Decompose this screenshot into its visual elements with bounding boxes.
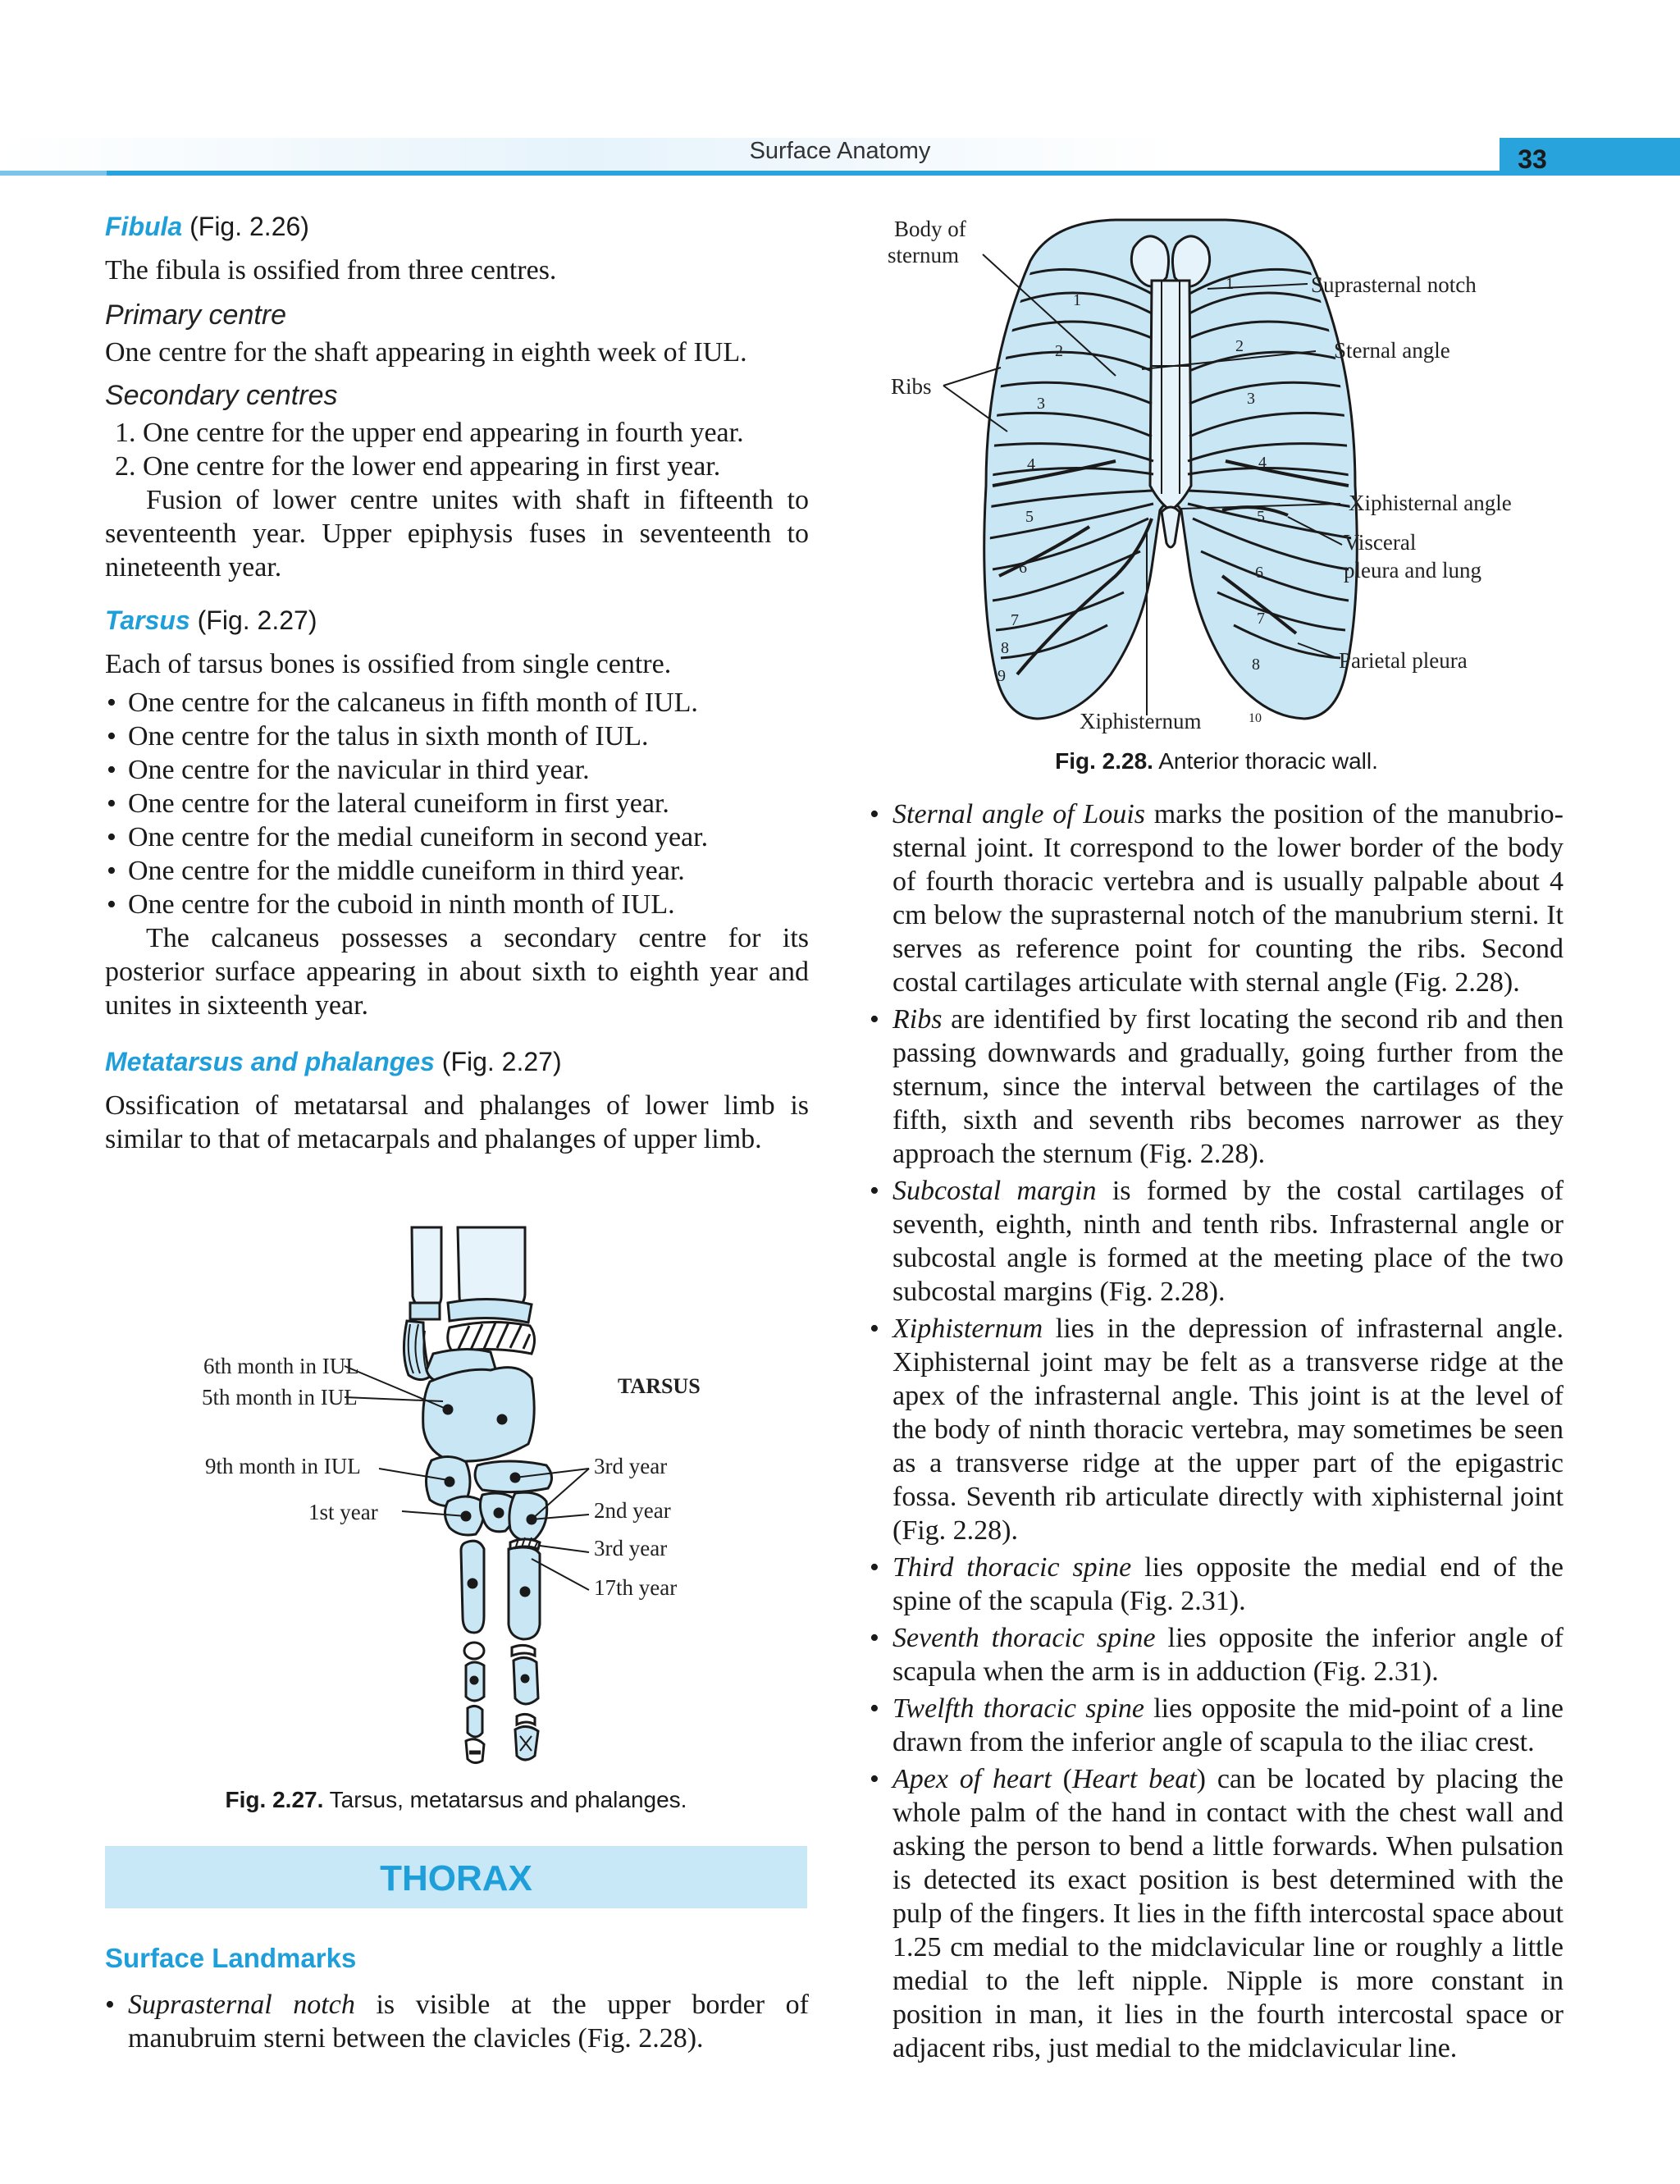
svg-text:8: 8 xyxy=(1252,656,1260,674)
figure-2-27-tarsus xyxy=(105,1222,807,1789)
phalanx xyxy=(468,1706,482,1737)
tarsus-bullet: • One centre for the lateral cuneiform in first year. xyxy=(105,787,809,820)
tarsus-bullet: • One centre for the talus in sixth month of IUL. xyxy=(105,720,809,753)
label-parietal-pleura: Parietal pleura xyxy=(1339,648,1468,673)
primary-centre-text: One centre for the shaft appearing in eighth week of IUL. xyxy=(105,337,747,368)
suprasternal-bullet: • Suprasternal notch is visible at the upper border of manubruim sterni between the clavicles (Fig. 2.28). xyxy=(105,1988,809,2055)
label-body-of-sternum-1: Body of xyxy=(894,217,966,241)
svg-text:5: 5 xyxy=(1257,508,1265,526)
label-17th-year: 17th year xyxy=(594,1575,678,1600)
fibula-ref: (Fig. 2.26) xyxy=(182,212,309,241)
svg-text:8: 8 xyxy=(1001,639,1009,657)
bullet-sternal-angle: • Sternal angle of Louis marks the position of the manubrio-sternal joint. It correspond to the lower border of the body of fourth thoracic vertebra and is usually palpable about 4 cm below the suprasternal notch of the manubrium sterni. It serves as reference point for counting the ribs. Second costal cartilages articulate with sternal angle (Fig. 2.28). xyxy=(870,797,1564,999)
label-xiphisternum: Xiphisternum xyxy=(1080,709,1202,733)
bullet-twelfth-thoracic-spine: • Twelfth thoracic spine lies opposite the mid-point of a line drawn from the inferior angle of scapula to the iliac crest. xyxy=(870,1692,1564,1759)
metatarsus-heading: Metatarsus and phalanges xyxy=(105,1047,435,1076)
tarsus-bullet: • One centre for the medial cuneiform in second year. xyxy=(105,820,809,854)
svg-text:3: 3 xyxy=(1247,390,1255,408)
page-number: 33 xyxy=(1518,144,1547,174)
svg-text:1: 1 xyxy=(1073,291,1081,309)
bullet-apex-of-heart: • Apex of heart (Heart beat) can be located by placing the whole palm of the hand in contact with the chest wall and asking the person to bend a little forwards. When pulsation is detected its exact position is best determined with the pulp of the fingers. It lies in the fifth intercostal space about 1.25 cm medial to the midclavicular line or roughly a little medial to the left nipple. Nipple is more constant in position in man, it lies in the fourth intercostal space or adjacent ribs, just medial to the midclavicular line. xyxy=(870,1762,1564,2065)
label-9th-month: 9th month in IUL xyxy=(205,1454,361,1478)
svg-text:3: 3 xyxy=(1037,395,1045,413)
tibia-shaft xyxy=(458,1227,525,1308)
figure-2-27-caption: Fig. 2.27. Tarsus, metatarsus and phalanges. xyxy=(225,1787,687,1812)
header-rule xyxy=(107,171,1501,176)
sternum xyxy=(1150,281,1191,510)
bullet-xiphisternum: • Xiphisternum lies in the depression of infrasternal angle. Xiphisternal joint may be felt as a transverse ridge at the apex of the infrasternal angle. This joint is at the level of the body of ninth thoracic vertebra, may sometimes be seen as a transverse ridge at the upper part of the epigastric fossa. Seventh rib articulate directly with xiphisternal joint (Fig. 2.28). xyxy=(870,1312,1564,1547)
bullet-ribs: • Ribs are identified by first locating the second rib and then passing downwards and gradually, going further from the sternum, since the interval between the cartilages of the fifth, sixth and seventh ribs becomes narrower as they approach the sternum (Fig. 2.28). xyxy=(870,1003,1564,1171)
tarsus-intro: Each of tarsus bones is ossified from single centre. xyxy=(105,649,672,679)
surface-landmarks-block xyxy=(105,1941,809,2055)
xiphoid-process xyxy=(1162,507,1180,547)
figure-2-28-caption: Fig. 2.28. Anterior thoracic wall. xyxy=(1055,748,1378,774)
tarsus-bullet: • One centre for the cuboid in ninth month of IUL. xyxy=(105,888,809,921)
bullet-third-thoracic-spine: • Third thoracic spine lies opposite the medial end of the spine of the scapula (Fig. 2.31). xyxy=(870,1551,1564,1618)
metatarsus-heading-line xyxy=(105,1045,809,1079)
label-2nd-year: 2nd year xyxy=(594,1498,671,1523)
secondary-centres-heading: Secondary centres xyxy=(105,380,338,411)
svg-text:5: 5 xyxy=(1025,508,1034,526)
tarsus-ref: (Fig. 2.27) xyxy=(189,605,317,635)
fibula-intro: The fibula is ossified from three centres. xyxy=(105,255,557,286)
thorax-section-title: THORAX xyxy=(105,1846,807,1908)
tarsus-heading-line xyxy=(105,604,809,637)
secondary-item-2: 2. One centre for the lower end appearing in first year. xyxy=(115,451,721,482)
left-column xyxy=(105,210,809,1156)
fibula-epiphysis xyxy=(410,1303,440,1319)
right-column xyxy=(870,797,1564,2065)
label-visceral-2: pleura and lung xyxy=(1344,558,1481,583)
tarsus-heading: Tarsus xyxy=(105,605,190,635)
label-body-of-sternum-2: sternum xyxy=(888,243,959,267)
svg-text:6: 6 xyxy=(1019,559,1027,577)
tarsus-bullet: • One centre for the navicular in third year. xyxy=(105,753,809,787)
figure-2-28-thoracic-wall xyxy=(870,215,1565,733)
label-ribs: Ribs xyxy=(891,374,932,399)
primary-centre-heading: Primary centre xyxy=(105,299,287,331)
calcaneus xyxy=(423,1368,535,1461)
bullet-seventh-thoracic-spine: • Seventh thoracic spine lies opposite the inferior angle of scapula when the arm is in adduction (Fig. 2.31). xyxy=(870,1621,1564,1688)
svg-text:7: 7 xyxy=(1257,610,1265,628)
tarsus-bullet: • One centre for the calcaneus in fifth month of IUL. xyxy=(105,686,809,720)
tibia-epiphysis xyxy=(448,1299,532,1323)
svg-text:4: 4 xyxy=(1258,454,1267,472)
svg-text:9: 9 xyxy=(998,667,1006,685)
label-6th-month: 6th month in IUL xyxy=(203,1354,359,1378)
svg-text:10: 10 xyxy=(1249,711,1262,725)
svg-text:7: 7 xyxy=(1011,611,1019,629)
label-tarsus: TARSUS xyxy=(618,1374,701,1398)
calcaneus-centre xyxy=(498,1415,506,1423)
label-5th-month: 5th month in IUL xyxy=(202,1385,358,1410)
tarsus-bullet: • One centre for the middle cuneiform in third year. xyxy=(105,854,809,888)
label-xiphisternal-angle: Xiphisternal angle xyxy=(1349,491,1512,515)
bullet-subcostal-margin: • Subcostal margin is formed by the costal cartilages of seventh, eighth, ninth and tenth ribs. Infrasternal angle or subcostal angle is formed at the meeting place of the two subcostal margins (Fig. 2.28). xyxy=(870,1174,1564,1309)
surface-landmarks-heading: Surface Landmarks xyxy=(105,1943,357,1973)
label-visceral-1: Visceral xyxy=(1344,530,1417,555)
label-3rd-year-b: 3rd year xyxy=(594,1536,668,1560)
label-sternal-angle: Sternal angle xyxy=(1334,338,1450,363)
metatarsus-text: Ossification of metatarsal and phalanges of lower limb is similar to that of metacarpals and phalanges of upper limb. xyxy=(105,1090,809,1154)
fibula-shaft xyxy=(412,1227,441,1308)
label-1st-year: 1st year xyxy=(308,1500,378,1524)
svg-text:1: 1 xyxy=(1226,275,1234,293)
svg-text:4: 4 xyxy=(1027,455,1035,473)
svg-text:2: 2 xyxy=(1235,337,1244,355)
svg-text:6: 6 xyxy=(1255,564,1263,582)
cuboid-centre xyxy=(445,1478,454,1486)
header-rule-left xyxy=(0,171,107,176)
fibula-fusion: Fusion of lower centre unites with shaft in fifteenth to seventeenth year. Upper epiphysis fuses in seventeenth to nineteenth year. xyxy=(105,485,809,583)
svg-text:2: 2 xyxy=(1055,342,1063,360)
metatarsus-ref: (Fig. 2.27) xyxy=(434,1047,562,1076)
label-suprasternal-notch: Suprasternal notch xyxy=(1311,272,1477,297)
label-3rd-year-a: 3rd year xyxy=(594,1454,668,1478)
calcaneus-text: The calcaneus possesses a secondary centre for its posterior surface appearing in about sixth to eighth year and unites in sixteenth year. xyxy=(105,923,809,1021)
running-header: Surface Anatomy xyxy=(749,138,931,164)
fibula-heading: Fibula xyxy=(105,212,183,241)
fibula-heading-line xyxy=(105,210,809,244)
secondary-item-1: 1. One centre for the upper end appearing in fourth year. xyxy=(115,418,744,448)
